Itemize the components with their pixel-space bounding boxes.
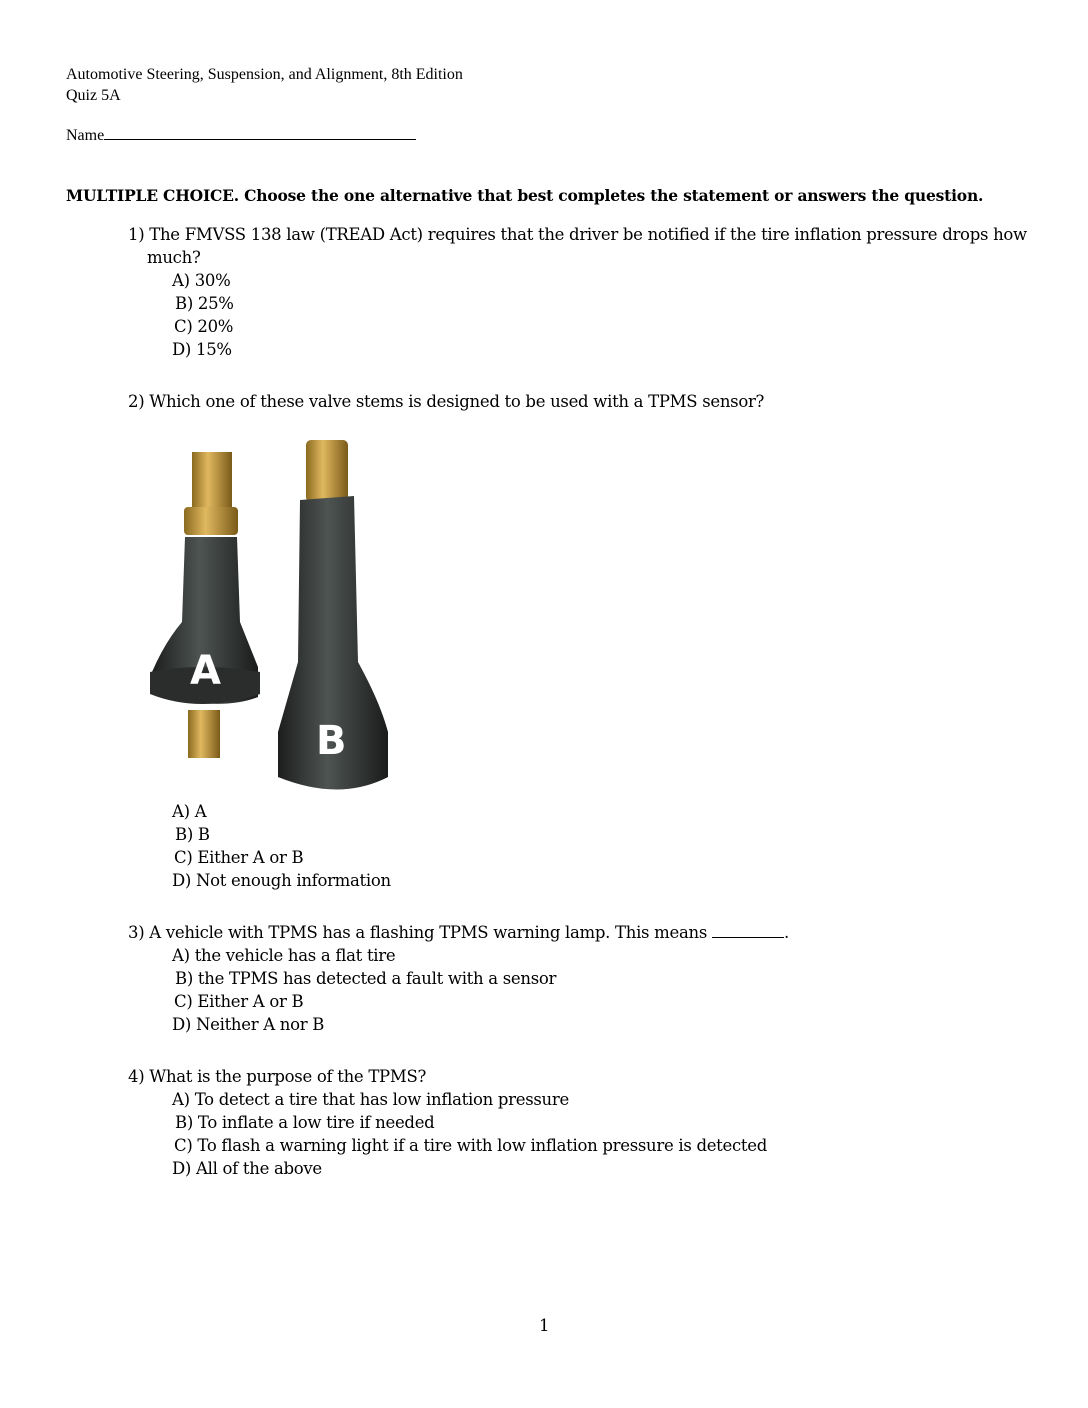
q3-option-a[interactable]: A) the vehicle has a flat tire <box>172 946 396 965</box>
valve-stem-a <box>150 452 260 758</box>
q1-option-b[interactable]: B) 25% <box>175 294 234 313</box>
question-3-period: . <box>783 923 789 942</box>
name-label: Name <box>66 127 105 144</box>
valve-stems-image <box>140 432 400 802</box>
q3-option-c[interactable]: C) Either A or B <box>174 992 304 1011</box>
name-field[interactable] <box>66 125 416 145</box>
q1-option-a[interactable]: A) 30% <box>172 271 231 290</box>
answer-blank <box>712 925 784 938</box>
page-number: 1 <box>539 1316 550 1335</box>
valve-stem-b <box>278 440 388 790</box>
question-2-text: 2) Which one of these valve stems is designed to be used with a TPMS sensor? <box>128 392 765 411</box>
label-a: A <box>190 648 221 694</box>
q2-option-d[interactable]: D) Not enough information <box>172 871 391 890</box>
q4-option-b[interactable]: B) To inflate a low tire if needed <box>175 1113 435 1132</box>
q1-option-d[interactable]: D) 15% <box>172 340 232 359</box>
q2-option-b[interactable]: B) B <box>175 825 210 844</box>
q4-option-a[interactable]: A) To detect a tire that has low inflation pressure <box>172 1090 569 1109</box>
name-line <box>104 125 416 140</box>
q3-option-d[interactable]: D) Neither A nor B <box>172 1015 325 1034</box>
question-1-text: 1) The FMVSS 138 law (TREAD Act) requires that the driver be notified if the tire inflation pressure drops how <box>128 225 1027 244</box>
q3-option-b[interactable]: B) the TPMS has detected a fault with a sensor <box>175 969 557 988</box>
q1-option-c[interactable]: C) 20% <box>174 317 234 336</box>
q2-option-c[interactable]: C) Either A or B <box>174 848 304 867</box>
instructions: MULTIPLE CHOICE. Choose the one alternative that best completes the statement or answers the question. <box>66 186 984 205</box>
question-1-text-cont: much? <box>147 248 201 267</box>
question-3-text <box>128 923 789 942</box>
q4-option-d[interactable]: D) All of the above <box>172 1159 322 1178</box>
course-title: Automotive Steering, Suspension, and Alignment, 8th Edition <box>66 66 463 83</box>
label-b: B <box>316 718 347 764</box>
question-3-stem: 3) A vehicle with TPMS has a flashing TPMS warning lamp. This means <box>128 923 708 942</box>
quiz-title: Quiz 5A <box>66 87 121 104</box>
q4-option-c[interactable]: C) To flash a warning light if a tire with low inflation pressure is detected <box>174 1136 767 1155</box>
question-4-text: 4) What is the purpose of the TPMS? <box>128 1067 426 1086</box>
q2-option-a[interactable]: A) A <box>172 802 207 821</box>
